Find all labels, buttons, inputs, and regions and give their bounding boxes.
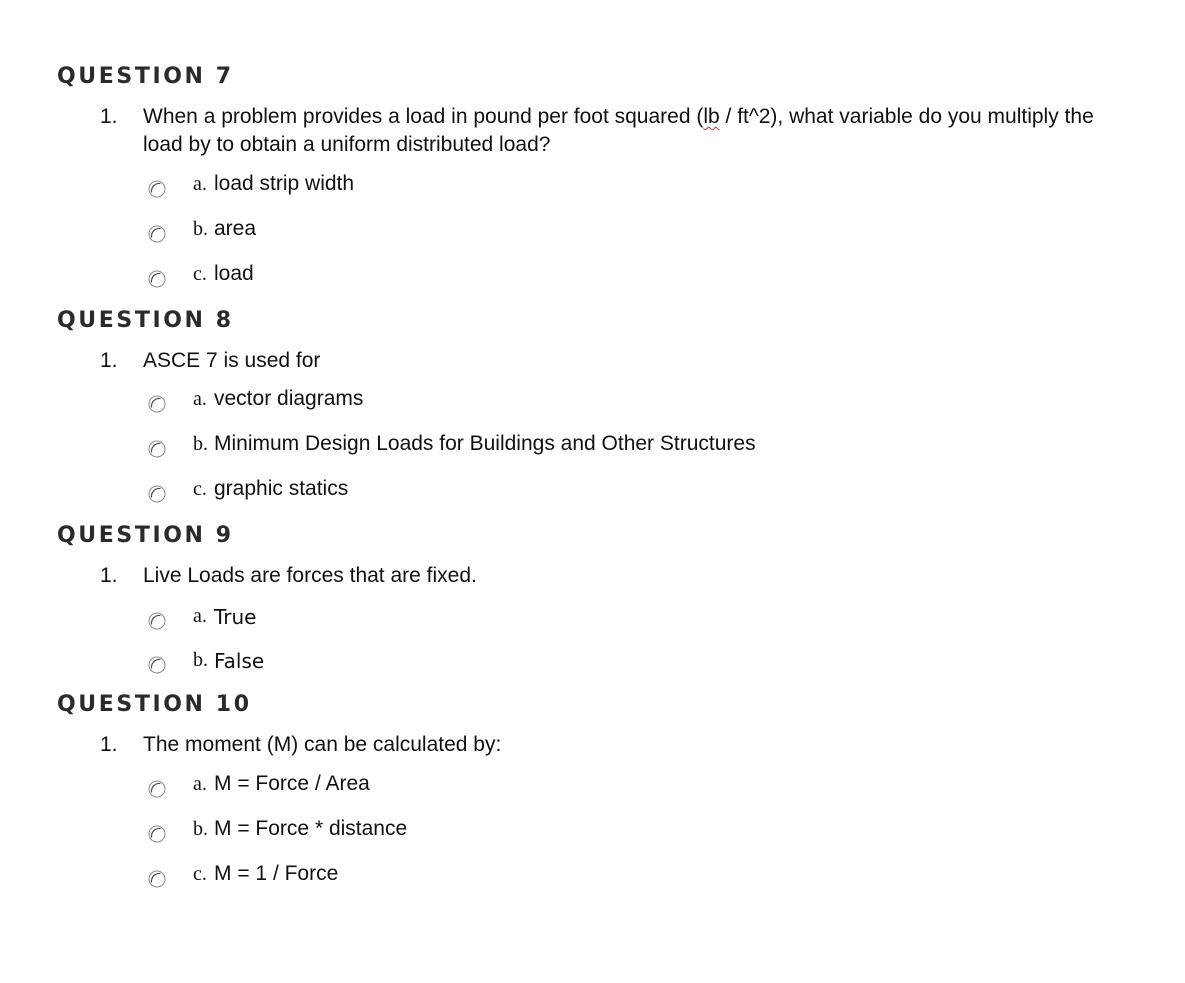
radio-button[interactable] (148, 612, 166, 630)
radio-button[interactable] (148, 656, 166, 674)
radio-button[interactable] (148, 870, 166, 888)
radio-button[interactable] (148, 825, 166, 843)
question-text: Live Loads are forces that are fixed. (143, 564, 477, 587)
question-heading: QUESTION 8 (57, 308, 234, 333)
option-label[interactable]: graphic statics (214, 477, 349, 500)
option-label[interactable]: load (214, 262, 254, 285)
option-label[interactable]: vector diagrams (214, 387, 364, 410)
question-number: 1. (100, 733, 118, 756)
option-letter: a. (193, 388, 207, 410)
option-label[interactable]: M = Force * distance (214, 817, 408, 840)
option-label[interactable]: Minimum Design Loads for Buildings and Other Structures (214, 432, 756, 455)
question-number: 1. (100, 105, 118, 128)
option-letter: a. (193, 773, 207, 795)
option-letter: b. (193, 649, 208, 671)
option-label[interactable]: load strip width (214, 172, 355, 195)
radio-button[interactable] (148, 180, 166, 198)
option-letter: c. (193, 863, 207, 885)
option-letter: b. (193, 218, 208, 240)
option-letter: a. (193, 605, 207, 627)
option-label[interactable]: True (214, 605, 257, 629)
radio-button[interactable] (148, 485, 166, 503)
question-text (143, 103, 1133, 159)
question-heading: QUESTION 10 (57, 692, 252, 717)
question-number: 1. (100, 349, 118, 372)
option-letter: a. (193, 173, 207, 195)
question-text: ASCE 7 is used for (143, 349, 321, 372)
question-text-part: When a problem provides a load in pound per foot squared ( (143, 105, 704, 128)
option-letter: b. (193, 818, 208, 840)
option-label[interactable]: area (214, 217, 257, 240)
option-letter: b. (193, 433, 208, 455)
radio-button[interactable] (148, 780, 166, 798)
option-letter: c. (193, 478, 207, 500)
radio-button[interactable] (148, 440, 166, 458)
question-text-part: / ft^2), what variable do you multiply the load by to obtain a uniform distributed load? (143, 105, 1094, 156)
question-heading: QUESTION 9 (57, 523, 234, 548)
option-label[interactable]: False (214, 649, 265, 673)
question-text: The moment (M) can be calculated by: (143, 733, 502, 756)
radio-button[interactable] (148, 395, 166, 413)
option-label[interactable]: M = Force / Area (214, 772, 370, 795)
question-number: 1. (100, 564, 118, 587)
radio-button[interactable] (148, 270, 166, 288)
option-label[interactable]: M = 1 / Force (214, 862, 339, 885)
spellcheck-flagged-word: lb (703, 105, 720, 128)
option-letter: c. (193, 263, 207, 285)
radio-button[interactable] (148, 225, 166, 243)
question-heading: QUESTION 7 (57, 64, 234, 89)
